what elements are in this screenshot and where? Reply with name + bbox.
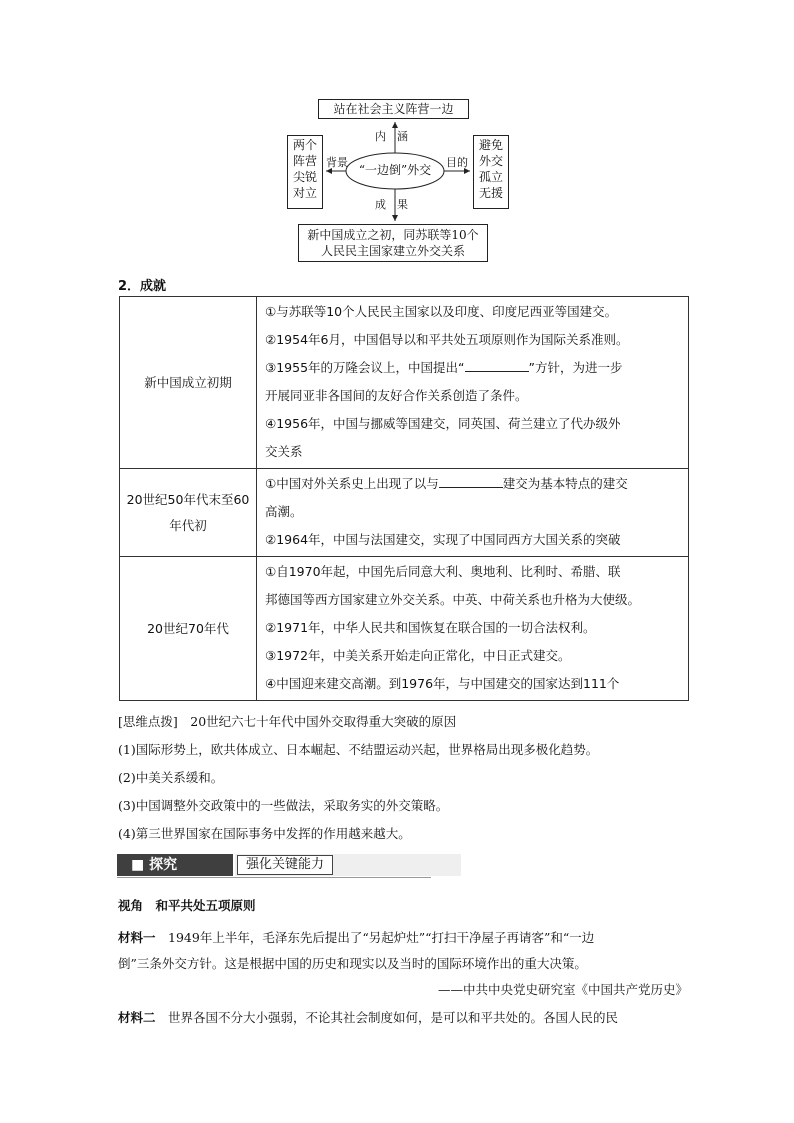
fill-blank[interactable]: [439, 473, 503, 488]
thinking-tip: [118, 708, 688, 848]
tip-heading: [思维点拨] 20世纪六七十年代中国外交取得重大突破的原因: [118, 714, 457, 729]
tip-item: (2)中美关系缓和。: [118, 770, 224, 785]
material-label: 材料一: [118, 930, 156, 945]
material-label: 材料二: [118, 1010, 156, 1025]
diagram-label-right: 目的: [446, 156, 468, 169]
content-line: 交关系: [265, 444, 303, 459]
banner-underline: [117, 877, 431, 878]
diagram-center-label: “一边倒”外交: [358, 163, 432, 177]
material-one: [118, 925, 688, 1003]
tip-item: (3)中国调整外交政策中的一些做法，采取务实的外交策略。: [118, 798, 449, 813]
period-cell: 20世纪70年代: [120, 557, 257, 701]
achievements-table: [119, 296, 689, 701]
diagram-label-top: 内 涵: [375, 130, 408, 143]
content-line: ①与苏联等10个人民民主国家以及印度、印度尼西亚等国建交。: [265, 304, 618, 319]
material-line: 1949年上半年，毛泽东先后提出了“另起炉灶”“打扫干净屋子再请客”和“一边: [155, 930, 595, 945]
fill-blank[interactable]: [465, 357, 529, 372]
content-line: ④中国迎来建交高潮。到1976年，与中国建交的国家达到111个: [265, 676, 620, 691]
content-cell: [257, 469, 689, 557]
content-cell: [257, 557, 689, 701]
content-line: ③1955年的万隆会议上，中国提出“ ”方针，为进一步: [265, 354, 682, 382]
period-cell: 20世纪50年代末至60年代初: [120, 469, 257, 557]
tip-item: (1)国际形势上，欧共体成立、日本崛起、不结盟运动兴起，世界格局出现多极化趋势。: [118, 742, 599, 757]
diagram-label-bottom: 成 果: [375, 198, 408, 211]
content-line: ①中国对外关系史上出现了以与 建交为基本特点的建交: [265, 470, 682, 498]
content-line: ②1971年，中华人民共和国恢复在联合国的一切合法权利。: [265, 620, 596, 635]
content-cell: [257, 297, 689, 469]
content-line: ④1956年，中国与挪威等国建交，同英国、荷兰建立了代办级外: [265, 416, 621, 431]
content-line: ②1954年6月，中国倡导以和平共处五项原则作为国际关系准则。: [265, 332, 629, 347]
content-line: 开展同亚非各国间的友好合作关系创造了条件。: [265, 388, 528, 403]
section-title: 2．成就: [118, 279, 167, 294]
table-row: [120, 557, 689, 701]
material-source: ——中共中央党史研究室《中国共产党历史》: [437, 982, 688, 997]
period-cell: 新中国成立初期: [120, 297, 257, 469]
banner-subtitle: 强化关键能力: [237, 855, 333, 875]
diagram-top-box: 站在社会主义阵营一边: [318, 99, 469, 119]
banner-label: ■ 探究: [117, 854, 233, 876]
table-row: [120, 469, 689, 557]
material-two: [118, 1005, 688, 1031]
diagram-right-box: 避免外交孤立无援: [473, 135, 509, 209]
tip-item: (4)第三世界国家在国际事务中发挥的作用越来越大。: [118, 826, 411, 841]
diagram-bottom-box: 新中国成立之初，同苏联等10个人民民主国家建立外交关系: [298, 224, 488, 262]
content-line: ③1972年，中美关系开始走向正常化，中日正式建交。: [265, 648, 571, 663]
content-line: 邦德国等西方国家建立外交关系。中英、中荷关系也升格为大使级。: [265, 592, 641, 607]
content-line: ②1964年，中国与法国建交，实现了中国同西方大国关系的突破: [265, 532, 621, 547]
material-line: 世界各国不分大小强弱，不论其社会制度如何，是可以和平共处的。各国人民的民: [155, 1010, 619, 1025]
material-line: 倒”三条外交方针。这是根据中国的历史和现实以及当时的国际环境作出的重大决策。: [118, 956, 587, 971]
perspective-heading: 视角 和平共处五项原则: [118, 898, 256, 913]
content-line: 高潮。: [265, 504, 303, 519]
table-row: [120, 297, 689, 469]
diagram-left-box: 两个阵营尖锐对立: [287, 135, 323, 209]
section-banner: [117, 854, 431, 878]
banner-subtitle-bar: [235, 854, 461, 876]
diagram-label-left: 背景: [326, 156, 348, 169]
content-line: ①自1970年起，中国先后同意大利、奥地利、比利时、希腊、联: [265, 564, 621, 579]
